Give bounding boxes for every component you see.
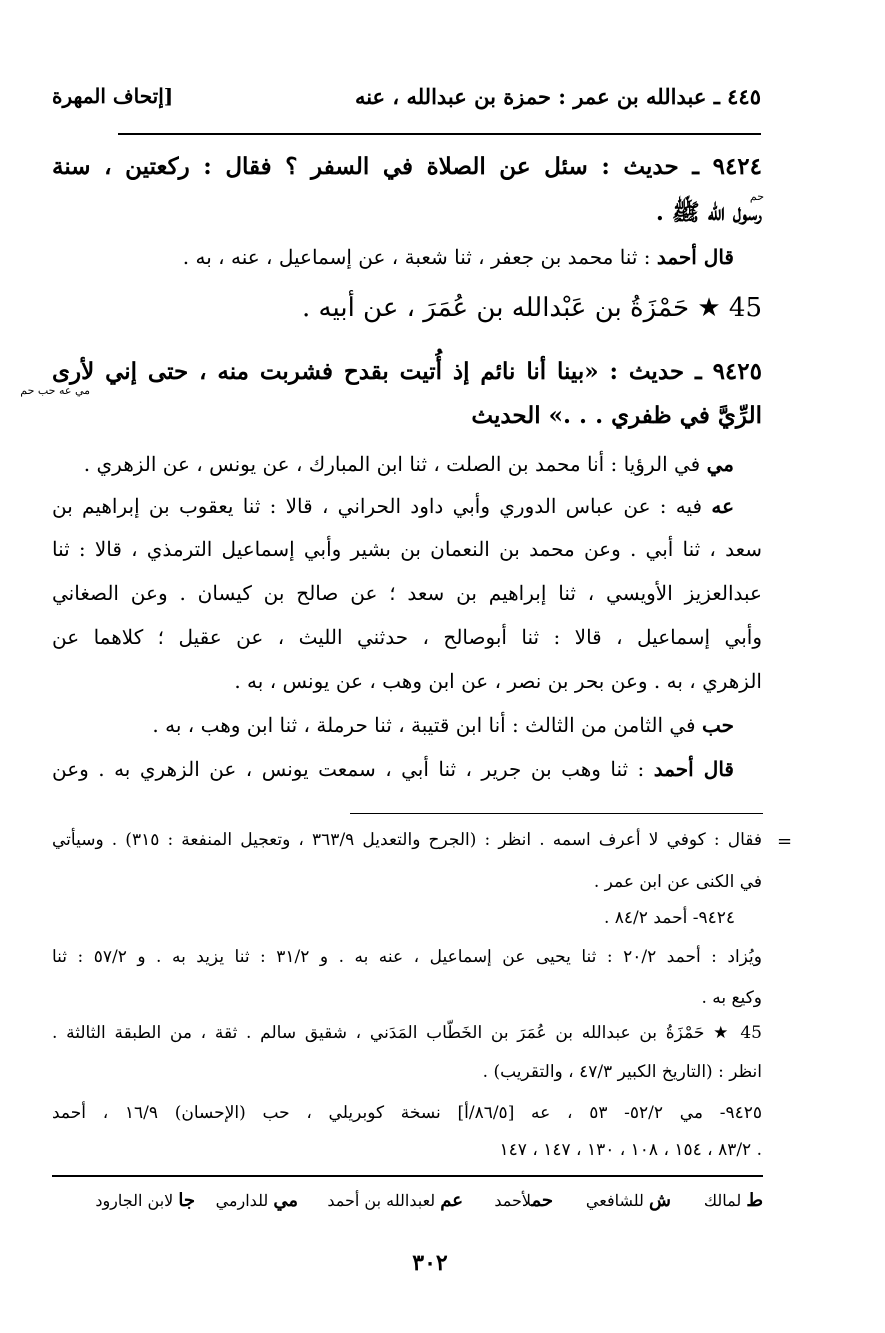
running-title-left: [إتحاف المهرة [52, 84, 174, 108]
abbreviations-legend [52, 1190, 763, 1220]
hadith-9424-source-mark: حم [749, 190, 764, 203]
legend-item: جا لابن الجارود [95, 1190, 195, 1211]
isnad-text: في الثامن من الثالث : أنا ابن قتيبة ، ثنا حرملة ، ثنا ابن وهب ، به . [152, 713, 702, 737]
hadith-9424-line-1: ٩٤٢٤ ـ حديث : سئل عن الصلاة في السفر ؟ فقال : ركعتين ، سنة [52, 153, 763, 180]
isnad-source-label: قال أحمد [653, 757, 734, 781]
legend-rule [52, 1175, 763, 1177]
isnad-text: في الرؤيا : أنا محمد بن الصلت ، ثنا ابن المبارك ، عن يونس ، عن الزهري . [83, 452, 707, 476]
hadith-9424-line-2: رسول الله ﷺ . [655, 199, 762, 226]
footnote-line: ٩٤٢٥- مي ٥٢/٢- ٥٣ ، عه [٨٦/٥/أ] نسخة كوبريلي ، حب (الإحسان) ١٦/٩ ، أحمد [52, 1103, 762, 1123]
hadith-9425-isnad-mi [84, 449, 734, 479]
narrator-entry-45: 45 ★ حَمْزَةُ بن عَبْدالله بن عُمَرَ ، عن أبيه . [302, 293, 762, 323]
main-text [20, 0, 764, 800]
footnote-line: 45 ★ حَمْزَةُ بن عبدالله بن عُمَرَ بن الخَطّاب المَدَني ، شقيق سالم . ثقة ، من الطبقة الثالثة . [52, 1023, 762, 1043]
hadith-9425-text-line: وأبي إسماعيل ، قالا : ثنا أبوصالح ، حدثني الليث ، عن عقيل ؛ كلاهما عن [52, 625, 762, 649]
footnote-rule [350, 813, 763, 814]
hadith-9425-line-2: الرِّيَّ في ظفري . . .» الحديث [471, 402, 762, 429]
running-title-right: ٤٤٥ ـ عبدالله بن عمر : حمزة بن عبدالله ، عنه [354, 84, 761, 109]
hadith-9425-isnad-hb [152, 710, 734, 740]
footnote-line: ٨٣/٢ ، ١٥٤ ، ١٠٨ ، ١٣٠ ، ١٤٧ ، ١٤٧ . [499, 1140, 762, 1160]
hadith-9425-text-line: سعد ، ثنا أبي . وعن محمد بن النعمان بن بشير وأبي إسماعيل الترمذي ، قالا : ثنا [52, 537, 762, 561]
footnote-line: وكيع به . [701, 988, 762, 1008]
isnad-text: : ثنا محمد بن جعفر ، ثنا شعبة ، عن إسماعيل ، عنه ، به . [182, 245, 657, 269]
legend-item: حملأحمد [494, 1190, 553, 1211]
hadith-9425-text-line: الزهري ، به . وعن بحر بن نصر ، عن ابن وهب ، عن يونس ، به . [234, 669, 762, 693]
legend-item: مي للدارمي [215, 1190, 298, 1211]
hadith-9425-isnad-ahmad [52, 754, 762, 784]
legend-item: عم لعبدالله بن أحمد [327, 1190, 463, 1211]
hadith-9425-isnad-ah [52, 491, 762, 521]
legend-item: ط لمالك [703, 1190, 763, 1211]
footnote-line: انظر : (التاريخ الكبير ٤٧/٣ ، والتقريب) . [482, 1062, 762, 1082]
footnote-line: ٩٤٢٤- أحمد ٨٤/٢ . [603, 908, 735, 928]
footnote-continuation-mark: = [777, 831, 793, 852]
isnad-source-label: قال أحمد [656, 245, 734, 269]
hadith-9425-text-line: عبدالعزيز الأويسي ، ثنا إبراهيم بن سعد ؛ عن صالح بن كيسان . وعن الصغاني [52, 581, 762, 605]
footnote-line: فقال : كوفي لا أعرف اسمه . انظر : (الجرح والتعديل ٣٦٣/٩ ، وتعجيل المنفعة : ٣١٥) . وسيأتي [52, 830, 762, 850]
footnote-line: ويُزاد : أحمد ٢٠/٢ : ثنا يحيى عن إسماعيل ، عنه به . و ٣١/٢ : ثنا يزيد به . و ٥٧/٢ : ثنا [52, 947, 762, 967]
hadith-9424-isnad [183, 242, 734, 272]
isnad-source-label: حب [701, 713, 734, 737]
footnote-line: في الكنى عن ابن عمر . [593, 872, 762, 892]
isnad-source-label: عه [711, 494, 734, 518]
isnad-text: : ثنا وهب بن جرير ، ثنا أبي ، سمعت يونس ، عن الزهري به . وعن [52, 757, 654, 781]
page-number: ٣٠٢ [412, 1250, 448, 1276]
hadith-9425-source-marks: مي عه حب حم [20, 384, 90, 397]
isnad-text: فيه : عن عباس الدوري وأبي داود الحراني ، قالا : ثنا يعقوب بن إبراهيم بن [52, 494, 712, 518]
legend-item: ش للشافعي [585, 1190, 671, 1211]
isnad-source-label: مي [706, 452, 734, 476]
hadith-9425-line-1: ٩٤٢٥ ـ حديث : «بينا أنا نائم إذ أُتيت بقدح فشربت منه ، حتى إني لأرى [52, 358, 762, 385]
